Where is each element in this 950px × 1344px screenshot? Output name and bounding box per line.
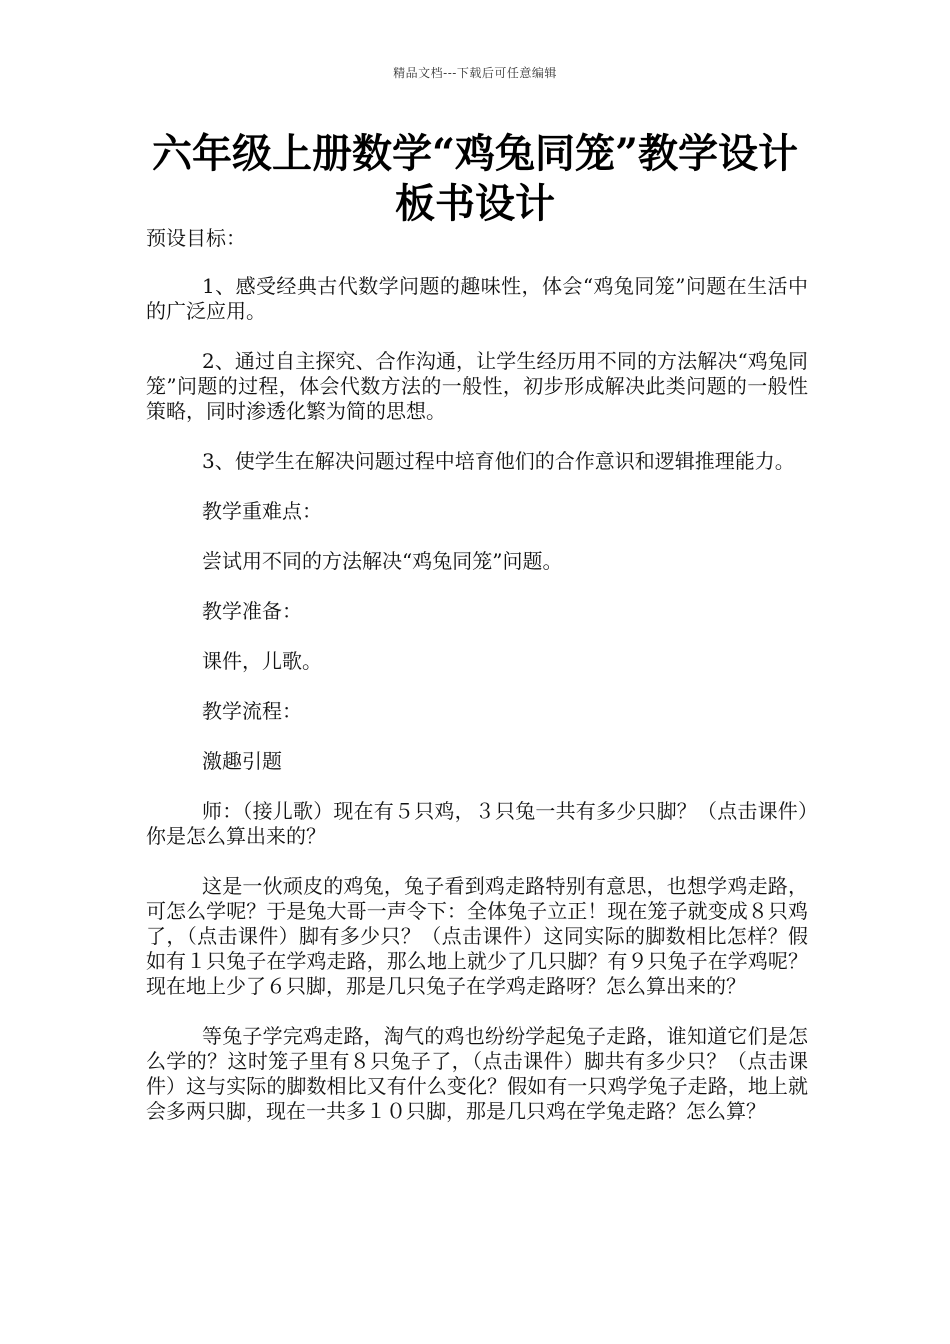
document-subtitle: 板书设计 (395, 180, 555, 227)
preset-goals-heading: 预设目标： (146, 226, 246, 250)
preparation-text: 课件，儿歌。 (202, 649, 322, 673)
document-title: 六年级上册数学“鸡兔同笼”教学设计 (151, 130, 798, 177)
chickens-paragraph: 等兔子学完鸡走路，淘气的鸡也纷纷学起兔子走路，谁知道它们是怎么学的？这时笼子里有８只兔子了，（点击课件）脚共有多少只？（点击课件）这与实际的脚数相比又有什么变化？假如有一只鸡学兔子走路，地上就会多两只脚，现在一共多１０只脚，那是几只鸡在学兔走路？怎么算？ (146, 1024, 808, 1123)
key-points-heading: 教学重难点： (202, 499, 322, 523)
rabbits-paragraph: 这是一伙顽皮的鸡兔，兔子看到鸡走路特别有意思，也想学鸡走路，可怎么学呢？于是兔大哥一声令下：全体兔子立正！现在笼子就变成８只鸡了，（点击课件）脚有多少只？（点击课件）这同实际的脚数相比怎样？假如有１只兔子在学鸡走路，那么地上就少了几只脚？有９只兔子在学鸡呢？现在地上少了６只脚，那是几只兔子在学鸡走路呀？怎么算出来的？ (146, 874, 808, 998)
process-heading: 教学流程： (202, 699, 302, 723)
intro-heading: 激趣引题 (202, 749, 282, 773)
preparation-heading: 教学准备： (202, 599, 302, 623)
goal-1-paragraph: 1、感受经典古代数学问题的趣味性，体会“鸡兔同笼”问题在生活中的广泛应用。 (146, 274, 808, 323)
goal-3-paragraph: 3、使学生在解决问题过程中培育他们的合作意识和逻辑推理能力。 (202, 449, 795, 473)
key-points-text: 尝试用不同的方法解决“鸡兔同笼”问题。 (202, 549, 563, 573)
page-header: 精品文档---下载后可任意编辑 (393, 66, 557, 80)
goal-2-paragraph: 2、通过自主探究、合作沟通，让学生经历用不同的方法解决“鸡兔同笼”问题的过程，体会代数方法的一般性，初步形成解决此类问题的一般性策略，同时渗透化繁为简的思想。 (146, 349, 808, 423)
teacher-paragraph: 师：（接儿歌）现在有５只鸡，３只兔一共有多少只脚？（点击课件）你是怎么算出来的？ (146, 799, 808, 848)
document-body (146, 226, 808, 1124)
